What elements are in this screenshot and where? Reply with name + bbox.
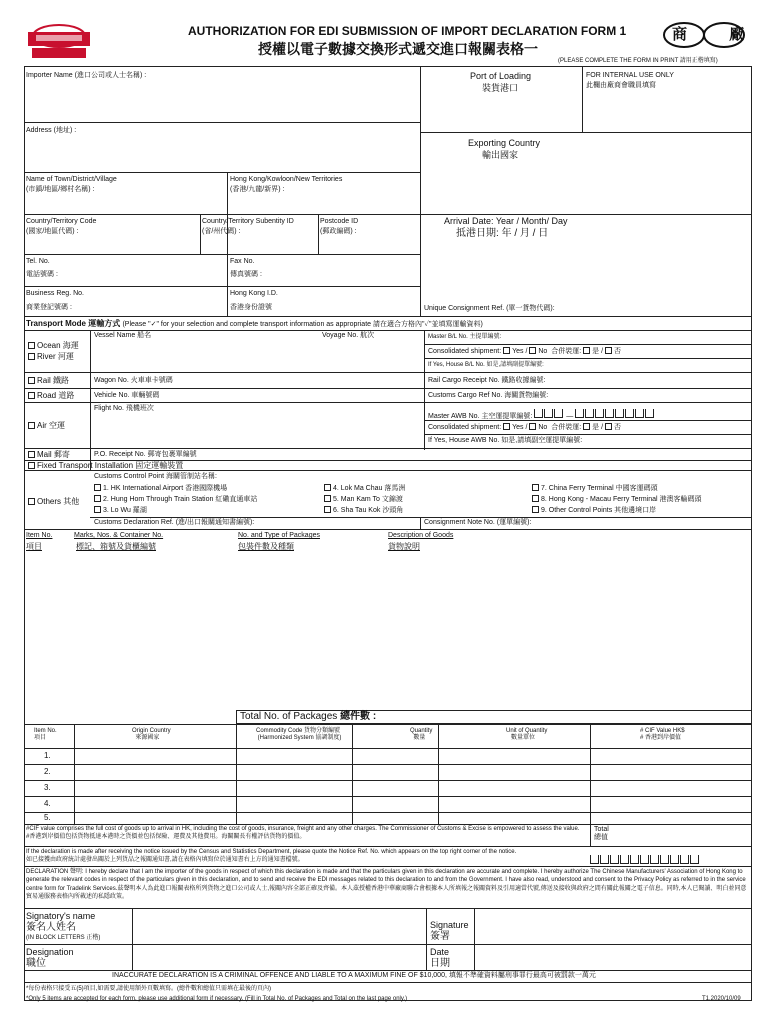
point-1-checkbox[interactable] bbox=[94, 484, 101, 491]
town-label: Name of Town/District/Village bbox=[26, 176, 117, 183]
air-no-zh-checkbox[interactable] bbox=[605, 423, 612, 430]
master-awb-label: Master AWB No. 主空運提單編號: — bbox=[428, 409, 655, 421]
fixed-option[interactable]: Fixed Transport Installation 固定運輸裝置 bbox=[28, 461, 183, 470]
internal-label: FOR INTERNAL USE ONLY bbox=[586, 72, 674, 79]
logo bbox=[26, 22, 92, 62]
no-checkbox[interactable] bbox=[529, 347, 536, 354]
subentity-label: Country/Territory Subentity ID bbox=[202, 218, 294, 225]
th-code: Commodity Code 貨物分類編號 (Harmonized System 協調制度) bbox=[256, 728, 342, 741]
cif-note: #CIF value comprises the full cost of goods up to arrival in HK, including the cost of goods, insurance, freight and any other charges. The Commissioner of Customs & Excise is empowered to assess the value. #香港到岸價值包括貨物抵達本港時之貨價並包括保險、運費及其他費用。海關關長有權評估貨物的價值。 bbox=[26, 826, 580, 840]
river-option[interactable]: River 河運 bbox=[28, 352, 74, 361]
address-label: Address (地址) : bbox=[26, 127, 77, 134]
arrival-label: Arrival Date: Year / Month/ Day bbox=[444, 216, 568, 226]
form-code: T1.2020/10/09 bbox=[702, 996, 741, 1002]
others-option[interactable]: Others 其他 bbox=[28, 497, 79, 506]
form-title-en: AUTHORIZATION FOR EDI SUBMISSION OF IMPORT DECLARATION FORM 1 bbox=[188, 24, 627, 38]
voyage-label: Voyage No. 航次 bbox=[322, 332, 375, 339]
hkid-label-zh: 香港身份證號 bbox=[230, 304, 272, 311]
fax-label-zh: 傳真號碼 : bbox=[230, 271, 262, 278]
transport-title: Transport Mode 運輸方式 (Please "✓" for your selection and complete transport information as appropriate 請在適合方格內"✓"並填寫運輸資料) bbox=[26, 319, 483, 328]
form-note: (PLEASE COMPLETE THE FORM IN PRINT 請用正楷填寫) bbox=[558, 58, 718, 64]
no-zh-checkbox[interactable] bbox=[605, 347, 612, 354]
goods-item-label-zh: 項目 bbox=[26, 542, 42, 551]
customs-ref-label: Customs Cargo Ref No. 海關貨物編號: bbox=[428, 392, 549, 399]
air-yes-checkbox[interactable] bbox=[503, 423, 510, 430]
designation-label-zh: 職位 bbox=[26, 958, 46, 969]
stamp-text: 商 廠 bbox=[672, 26, 764, 43]
house-awb-label: If Yes, House AWB No. 如是,請填副空運提單編號: bbox=[428, 437, 583, 444]
point-9[interactable]: 9. Other Control Points 其他邊境口岸 bbox=[532, 506, 656, 515]
importer-name-label: Importer Name (進口公司或人士名稱) : bbox=[26, 72, 147, 79]
total-label: Total 總值 bbox=[594, 826, 609, 842]
goods-desc-label: Description of Goods bbox=[388, 532, 454, 539]
tel-label: Tel. No. bbox=[26, 258, 50, 265]
mail-option[interactable]: Mail 郵寄 bbox=[28, 450, 70, 459]
vessel-label: Vessel Name 船名 bbox=[94, 332, 152, 339]
ocean-option[interactable]: Ocean 海運 bbox=[28, 341, 79, 350]
point-8[interactable]: 8. Hong Kong - Macau Ferry Terminal 港澳客輪碼頭 bbox=[532, 495, 702, 504]
point-7-checkbox[interactable] bbox=[532, 484, 539, 491]
table-row: 3. bbox=[44, 783, 51, 792]
house-bl-label: If Yes, House B/L No. 如是,請填副提單編號: bbox=[428, 362, 544, 368]
th-unit: Unit of Quantity 數量單位 bbox=[506, 728, 548, 741]
rail-receipt-label: Rail Cargo Receipt No. 鐵路收據編號: bbox=[428, 377, 546, 384]
point-1[interactable]: 1. HK International Airport 香港國際機場 bbox=[94, 484, 227, 493]
stamp-icon bbox=[660, 22, 764, 48]
footer-note-en: *Only 5 items are accepted for each form, please use additional form if necessary. (Fill in Total No. of Packages and Total on the last page only.) bbox=[26, 996, 408, 1002]
point-5-checkbox[interactable] bbox=[324, 495, 331, 502]
date-label-zh: 日期 bbox=[430, 958, 450, 969]
vehicle-label: Vehicle No. 車輛號碼 bbox=[94, 392, 160, 399]
country-code-label-zh: (國家/地區代碼) : bbox=[26, 228, 79, 235]
goods-item-label: Item No. bbox=[26, 532, 53, 539]
subentity-label-zh: (省/州代碼) : bbox=[202, 228, 241, 235]
export-label-zh: 輸出國家 bbox=[482, 150, 519, 160]
road-checkbox[interactable] bbox=[28, 392, 35, 399]
point-6[interactable]: 6. Sha Tau Kok 沙頭角 bbox=[324, 506, 403, 515]
air-no-checkbox[interactable] bbox=[529, 423, 536, 430]
ccp-label: Customs Control Point 海關管制站名稱: bbox=[94, 473, 217, 480]
awb-boxes[interactable] bbox=[534, 413, 564, 420]
point-3-checkbox[interactable] bbox=[94, 506, 101, 513]
arrival-label-zh: 抵港日期: 年 / 月 / 日 bbox=[456, 228, 549, 239]
designation-label: Designation bbox=[26, 947, 74, 957]
ucr-label: Unique Consignment Ref. (單一貨物代碼): bbox=[424, 305, 555, 312]
declaration-text: DECLARATION 聲明: I hereby declare that I am the importer of the goods in respect of which this declaration is made and that the particulars given in this declaration are accurate and complete. I hereby authorize The Chinese Manufacturers' Association of Hong Kong to generate the relevant codes in respect of the particulars given in this declaration, and to send and receive the EDI messages related to this declaration to and from the Government. I have also read, understood and consent to the Privacy Policy as referred to in the service centre form for Tradelink Services.茲聲明本人為此進口報關表格所列貨物之進口公司或人士,報關內容全部正確及齊備。本人茲授權香港中華廠商聯合會根據本人所填報之報關資料及引用適當代號,傳送及接收與政府之間有關此報關之電子信息。同時,本人已閱讀、明白並同意貿易通服務表格內所載述的私隱政策。 bbox=[26, 869, 747, 900]
rail-option[interactable]: Rail 鐵路 bbox=[28, 376, 69, 385]
point-9-checkbox[interactable] bbox=[532, 506, 539, 513]
ocean-checkbox[interactable] bbox=[28, 342, 35, 349]
others-checkbox[interactable] bbox=[28, 498, 35, 505]
point-4-checkbox[interactable] bbox=[324, 484, 331, 491]
point-2-checkbox[interactable] bbox=[94, 495, 101, 502]
town-label-zh: (市鎮/地區/鄉村名稱) : bbox=[26, 186, 95, 193]
form-title-zh: 授權以電子數據交換形式遞交進口報關表格一 bbox=[258, 41, 538, 57]
signature-label: Signature bbox=[430, 920, 469, 930]
table-row: 1. bbox=[44, 751, 51, 760]
hkid-label: Hong Kong I.D. bbox=[230, 290, 278, 297]
road-option[interactable]: Road 道路 bbox=[28, 391, 74, 400]
th-qty: Quantity 數量 bbox=[410, 728, 433, 741]
master-bl-label: Master B/L No. 主提單編號: bbox=[428, 334, 502, 340]
th-cif: # CIF Value HK$ # 香港到岸價值 bbox=[640, 728, 685, 741]
internal-label-zh: 此欄由廠商會職員填寫 bbox=[586, 82, 656, 89]
table-row: 5. bbox=[44, 813, 51, 822]
point-2[interactable]: 2. Hung Hom Through Train Station 紅磡直通車站 bbox=[94, 495, 257, 504]
br-label: Business Reg. No. bbox=[26, 290, 84, 297]
goods-marks-label-zh: 標記、箱號及貨櫃編號 bbox=[76, 542, 156, 551]
point-8-checkbox[interactable] bbox=[532, 495, 539, 502]
signatory-label-zh: 簽名人姓名 bbox=[26, 922, 76, 933]
point-7[interactable]: 7. China Ferry Terminal 中國客運碼頭 bbox=[532, 484, 658, 493]
mail-checkbox[interactable] bbox=[28, 451, 35, 458]
port-label-zh: 裝貨港口 bbox=[482, 83, 519, 93]
th-item: Item No. 項目 bbox=[34, 728, 57, 741]
br-label-zh: 商業登記號碼 : bbox=[26, 304, 72, 311]
block-letters-label: (IN BLOCK LETTERS 正楷) bbox=[26, 935, 101, 941]
air-yes-zh-checkbox[interactable] bbox=[583, 423, 590, 430]
table-row: 2. bbox=[44, 767, 51, 776]
cdr-label: Customs Declaration Ref. (進/出口報關通知書編號): bbox=[94, 519, 255, 526]
notice-text: If the declaration is made after receiving the notice issued by the Census and Statistics Department, please quote the Notice Ref. No. which appears on the top right corner of the notice. bbox=[26, 849, 517, 855]
footer-note-zh: *每份表格只接受五(5)項目,如需要,請使用額外頁數填寫。(總件數和總值只需填在最後的頁內) bbox=[26, 986, 271, 992]
yes-zh-checkbox[interactable] bbox=[583, 347, 590, 354]
consolidated-sea: Consolidated shipment: Yes / No 合併裝運: 是 / 否 bbox=[428, 348, 621, 355]
date-label: Date bbox=[430, 947, 450, 957]
fax-label: Fax No. bbox=[230, 258, 255, 265]
po-label: P.O. Receipt No. 郵寄包裹單編號 bbox=[94, 451, 197, 458]
consolidated-air: Consolidated shipment: Yes / No 合併裝運: 是 / 否 bbox=[428, 424, 621, 431]
goods-packages-label: No. and Type of Packages bbox=[238, 532, 320, 539]
warning-text: INACCURATE DECLARATION IS A CRIMINAL OFFENCE AND LIABLE TO A MAXIMUM FINE OF $10,000, 填報不準確資料屬刑事罪行最高可被罰款一萬元 bbox=[112, 972, 596, 979]
goods-marks-label: Marks, Nos. & Container No. bbox=[74, 532, 164, 539]
point-6-checkbox[interactable] bbox=[324, 506, 331, 513]
awb-boxes-2[interactable] bbox=[575, 413, 655, 420]
point-4[interactable]: 4. Lok Ma Chau 落馬洲 bbox=[324, 484, 405, 493]
yes-checkbox[interactable] bbox=[503, 347, 510, 354]
th-origin: Origin Country 來源國家 bbox=[132, 728, 171, 741]
fixed-checkbox[interactable] bbox=[28, 462, 35, 469]
postcode-label-zh: (郵政編碼) : bbox=[320, 228, 357, 235]
consignment-label: Consignment Note No. (運單編號): bbox=[424, 519, 532, 526]
air-checkbox[interactable] bbox=[28, 422, 35, 429]
goods-packages-label-zh: 包裝件數及種類 bbox=[238, 542, 294, 551]
point-5[interactable]: 5. Man Kam To 文錦渡 bbox=[324, 495, 403, 504]
notice-text-zh: 如已接獲由政府統計處發出關於上列貨品之報關通知書,請在表格內填寫位於通知書右上方的通知書檔號。 bbox=[26, 857, 304, 863]
region-label-zh: (香港/九龍/新界) : bbox=[230, 186, 285, 193]
postcode-label: Postcode ID bbox=[320, 218, 359, 225]
river-checkbox[interactable] bbox=[28, 353, 35, 360]
port-label: Port of Loading bbox=[470, 71, 532, 81]
point-3[interactable]: 3. Lo Wu 羅湖 bbox=[94, 506, 147, 515]
country-code-label: Country/Territory Code bbox=[26, 218, 97, 225]
flight-label: Flight No. 飛機班次 bbox=[94, 405, 154, 412]
signature-label-zh: 簽署 bbox=[430, 931, 450, 942]
wagon-label: Wagon No. 火車車卡號碼 bbox=[94, 377, 173, 384]
region-label: Hong Kong/Kowloon/New Territories bbox=[230, 176, 343, 183]
goods-desc-label-zh: 貨物說明 bbox=[388, 542, 420, 551]
tel-label-zh: 電話號碼 : bbox=[26, 271, 58, 278]
total-packages-label: Total No. of Packages 總件數 : bbox=[240, 711, 377, 722]
signatory-label: Signatory's name bbox=[26, 911, 96, 921]
table-row: 4. bbox=[44, 799, 51, 808]
export-label: Exporting Country bbox=[468, 138, 541, 148]
air-option[interactable]: Air 空運 bbox=[28, 421, 65, 430]
rail-checkbox[interactable] bbox=[28, 377, 35, 384]
